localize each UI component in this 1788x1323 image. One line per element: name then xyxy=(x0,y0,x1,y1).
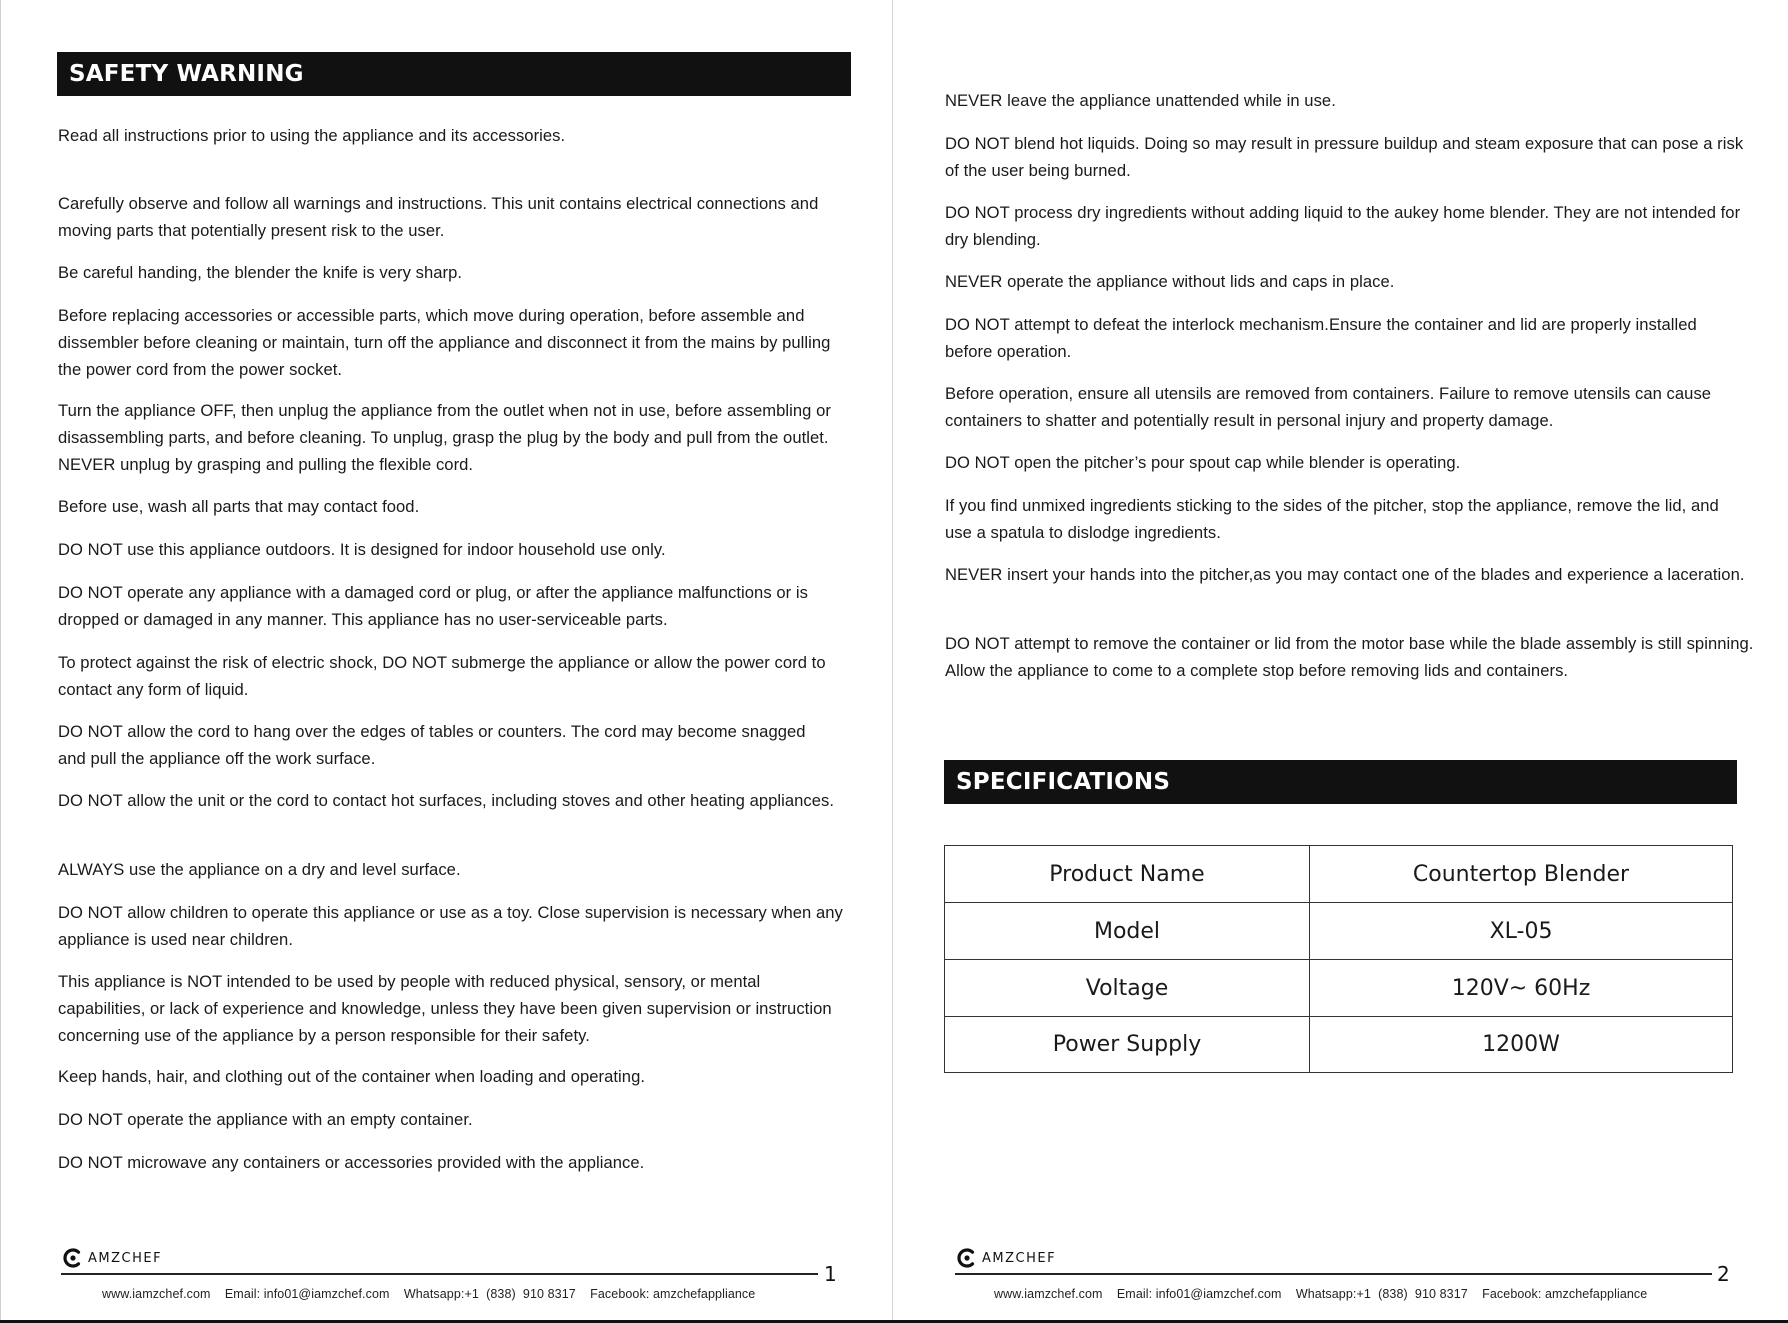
warning-paragraph: DO NOT operate any appliance with a damaged cord or plug, or after the appliance malfunctions or is dropped or damaged in any manner. This appliance has no user-serviceable parts. xyxy=(58,583,808,629)
warning-paragraph: NEVER leave the appliance unattended while in use. xyxy=(945,91,1336,110)
warning-paragraph: DO NOT allow the unit or the cord to contact hot surfaces, including stoves and other heating appliances. xyxy=(58,791,835,810)
spec-value: 120V~ 60Hz xyxy=(1310,960,1733,1017)
warning-paragraph: Carefully observe and follow all warnings and instructions. This unit contains electrical connections and moving parts that potentially present risk to the user. xyxy=(58,194,819,240)
safety-warning-heading: SAFETY WARNING xyxy=(57,52,851,96)
warning-paragraph: DO NOT blend hot liquids. Doing so may result in pressure buildup and steam exposure that can pose a risk of the user being burned. xyxy=(945,134,1744,180)
specifications-table xyxy=(944,845,1733,1073)
footer-facebook: Facebook: amzchefappliance xyxy=(1482,1287,1648,1301)
footer-divider xyxy=(61,1273,818,1275)
footer-facebook: Facebook: amzchefappliance xyxy=(590,1287,756,1301)
spec-label: Voltage xyxy=(945,960,1310,1017)
warning-paragraph: DO NOT allow children to operate this appliance or use as a toy. Close supervision is necessary when any appliance is used near children. xyxy=(58,903,843,949)
brand-name: AMZCHEF xyxy=(982,1250,1057,1266)
table-row xyxy=(945,903,1733,960)
brand-name: AMZCHEF xyxy=(88,1250,163,1266)
spec-label: Power Supply xyxy=(945,1017,1310,1073)
warning-paragraph: DO NOT operate the appliance with an empty container. xyxy=(58,1110,473,1129)
warning-paragraph: DO NOT allow the cord to hang over the edges of tables or counters. The cord may become snagged and pull the appliance off the work surface. xyxy=(58,722,806,768)
warning-paragraph: Be careful handing, the blender the knife is very sharp. xyxy=(58,263,463,282)
footer-website: www.iamzchef.com xyxy=(102,1287,211,1301)
warning-paragraph: Before operation, ensure all utensils are removed from containers. Failure to remove utensils can cause containers to shatter and potentially result in personal injury and property damage. xyxy=(945,384,1712,430)
warning-paragraph: NEVER insert your hands into the pitcher,as you may contact one of the blades and experience a laceration. xyxy=(945,565,1745,584)
specifications-heading: SPECIFICATIONS xyxy=(944,760,1737,804)
warning-paragraph: To protect against the risk of electric shock, DO NOT submerge the appliance or allow the power cord to contact any form of liquid. xyxy=(58,653,826,699)
warning-paragraph: Read all instructions prior to using the appliance and its accessories. xyxy=(58,126,566,145)
warning-paragraph: DO NOT attempt to remove the container or lid from the motor base while the blade assembly is still spinning. Allow the appliance to come to a complete stop before removing lids and containers. xyxy=(945,634,1754,680)
page-number: 1 xyxy=(824,1262,837,1286)
warning-paragraph: Before replacing accessories or accessible parts, which move during operation, before assemble and dissembler before cleaning or maintain, turn off the appliance and disconnect it from the mains by pulling the power cord from the power socket. xyxy=(58,306,831,379)
warning-paragraph: NEVER operate the appliance without lids and caps in place. xyxy=(945,272,1395,291)
warning-paragraph: Before use, wash all parts that may contact food. xyxy=(58,497,420,516)
table-row xyxy=(945,1017,1733,1073)
footer-email: Email: info01@iamzchef.com xyxy=(1116,1287,1282,1301)
warning-paragraph: Keep hands, hair, and clothing out of the container when loading and operating. xyxy=(58,1067,646,1086)
warning-paragraph: Turn the appliance OFF, then unplug the appliance from the outlet when not in use, before assembling or disassembling parts, and before cleaning. To unplug, grasp the plug by the body and pull from the outlet. NEVER unplug by grasping and pulling the flexible cord. xyxy=(58,401,831,474)
warning-paragraph: DO NOT process dry ingredients without adding liquid to the aukey home blender. They are not intended for dry blending. xyxy=(945,203,1741,249)
spec-value: Countertop Blender xyxy=(1310,846,1733,903)
footer-contact xyxy=(102,1287,755,1301)
footer-contact xyxy=(994,1287,1647,1301)
warning-paragraph: DO NOT open the pitcher’s pour spout cap while blender is operating. xyxy=(945,453,1461,472)
footer-divider xyxy=(955,1273,1712,1275)
amzchef-logo-icon xyxy=(62,1247,84,1269)
footer-logo xyxy=(956,1247,1056,1269)
warning-paragraph: This appliance is NOT intended to be used by people with reduced physical, sensory, or mental capabilities, or lack of experience and knowledge, unless they have been given supervision or instruction concerning use of the appliance by a person responsible for their safety. xyxy=(58,972,832,1045)
footer-website: www.iamzchef.com xyxy=(994,1287,1103,1301)
spec-label: Product Name xyxy=(945,846,1310,903)
footer-whatsapp: Whatsapp:+1 (838) 910 8317 xyxy=(403,1287,576,1301)
footer-whatsapp: Whatsapp:+1 (838) 910 8317 xyxy=(1295,1287,1468,1301)
footer-logo xyxy=(62,1247,162,1269)
spec-value: XL-05 xyxy=(1310,903,1733,960)
warning-paragraph: If you find unmixed ingredients sticking to the sides of the pitcher, stop the appliance, remove the lid, and use a spatula to dislodge ingredients. xyxy=(945,496,1719,542)
spec-label: Model xyxy=(945,903,1310,960)
spec-value: 1200W xyxy=(1310,1017,1733,1073)
amzchef-logo-icon xyxy=(956,1247,978,1269)
page-number: 2 xyxy=(1717,1262,1730,1286)
table-row xyxy=(945,960,1733,1017)
page-right xyxy=(893,0,1788,1323)
page-left xyxy=(0,0,893,1323)
table-row xyxy=(945,846,1733,903)
warning-paragraph: DO NOT use this appliance outdoors. It is designed for indoor household use only. xyxy=(58,540,666,559)
warning-paragraph: DO NOT attempt to defeat the interlock mechanism.Ensure the container and lid are properly installed before operation. xyxy=(945,315,1697,361)
warning-paragraph: DO NOT microwave any containers or accessories provided with the appliance. xyxy=(58,1153,645,1172)
warning-paragraph: ALWAYS use the appliance on a dry and level surface. xyxy=(58,860,461,879)
footer-email: Email: info01@iamzchef.com xyxy=(224,1287,390,1301)
